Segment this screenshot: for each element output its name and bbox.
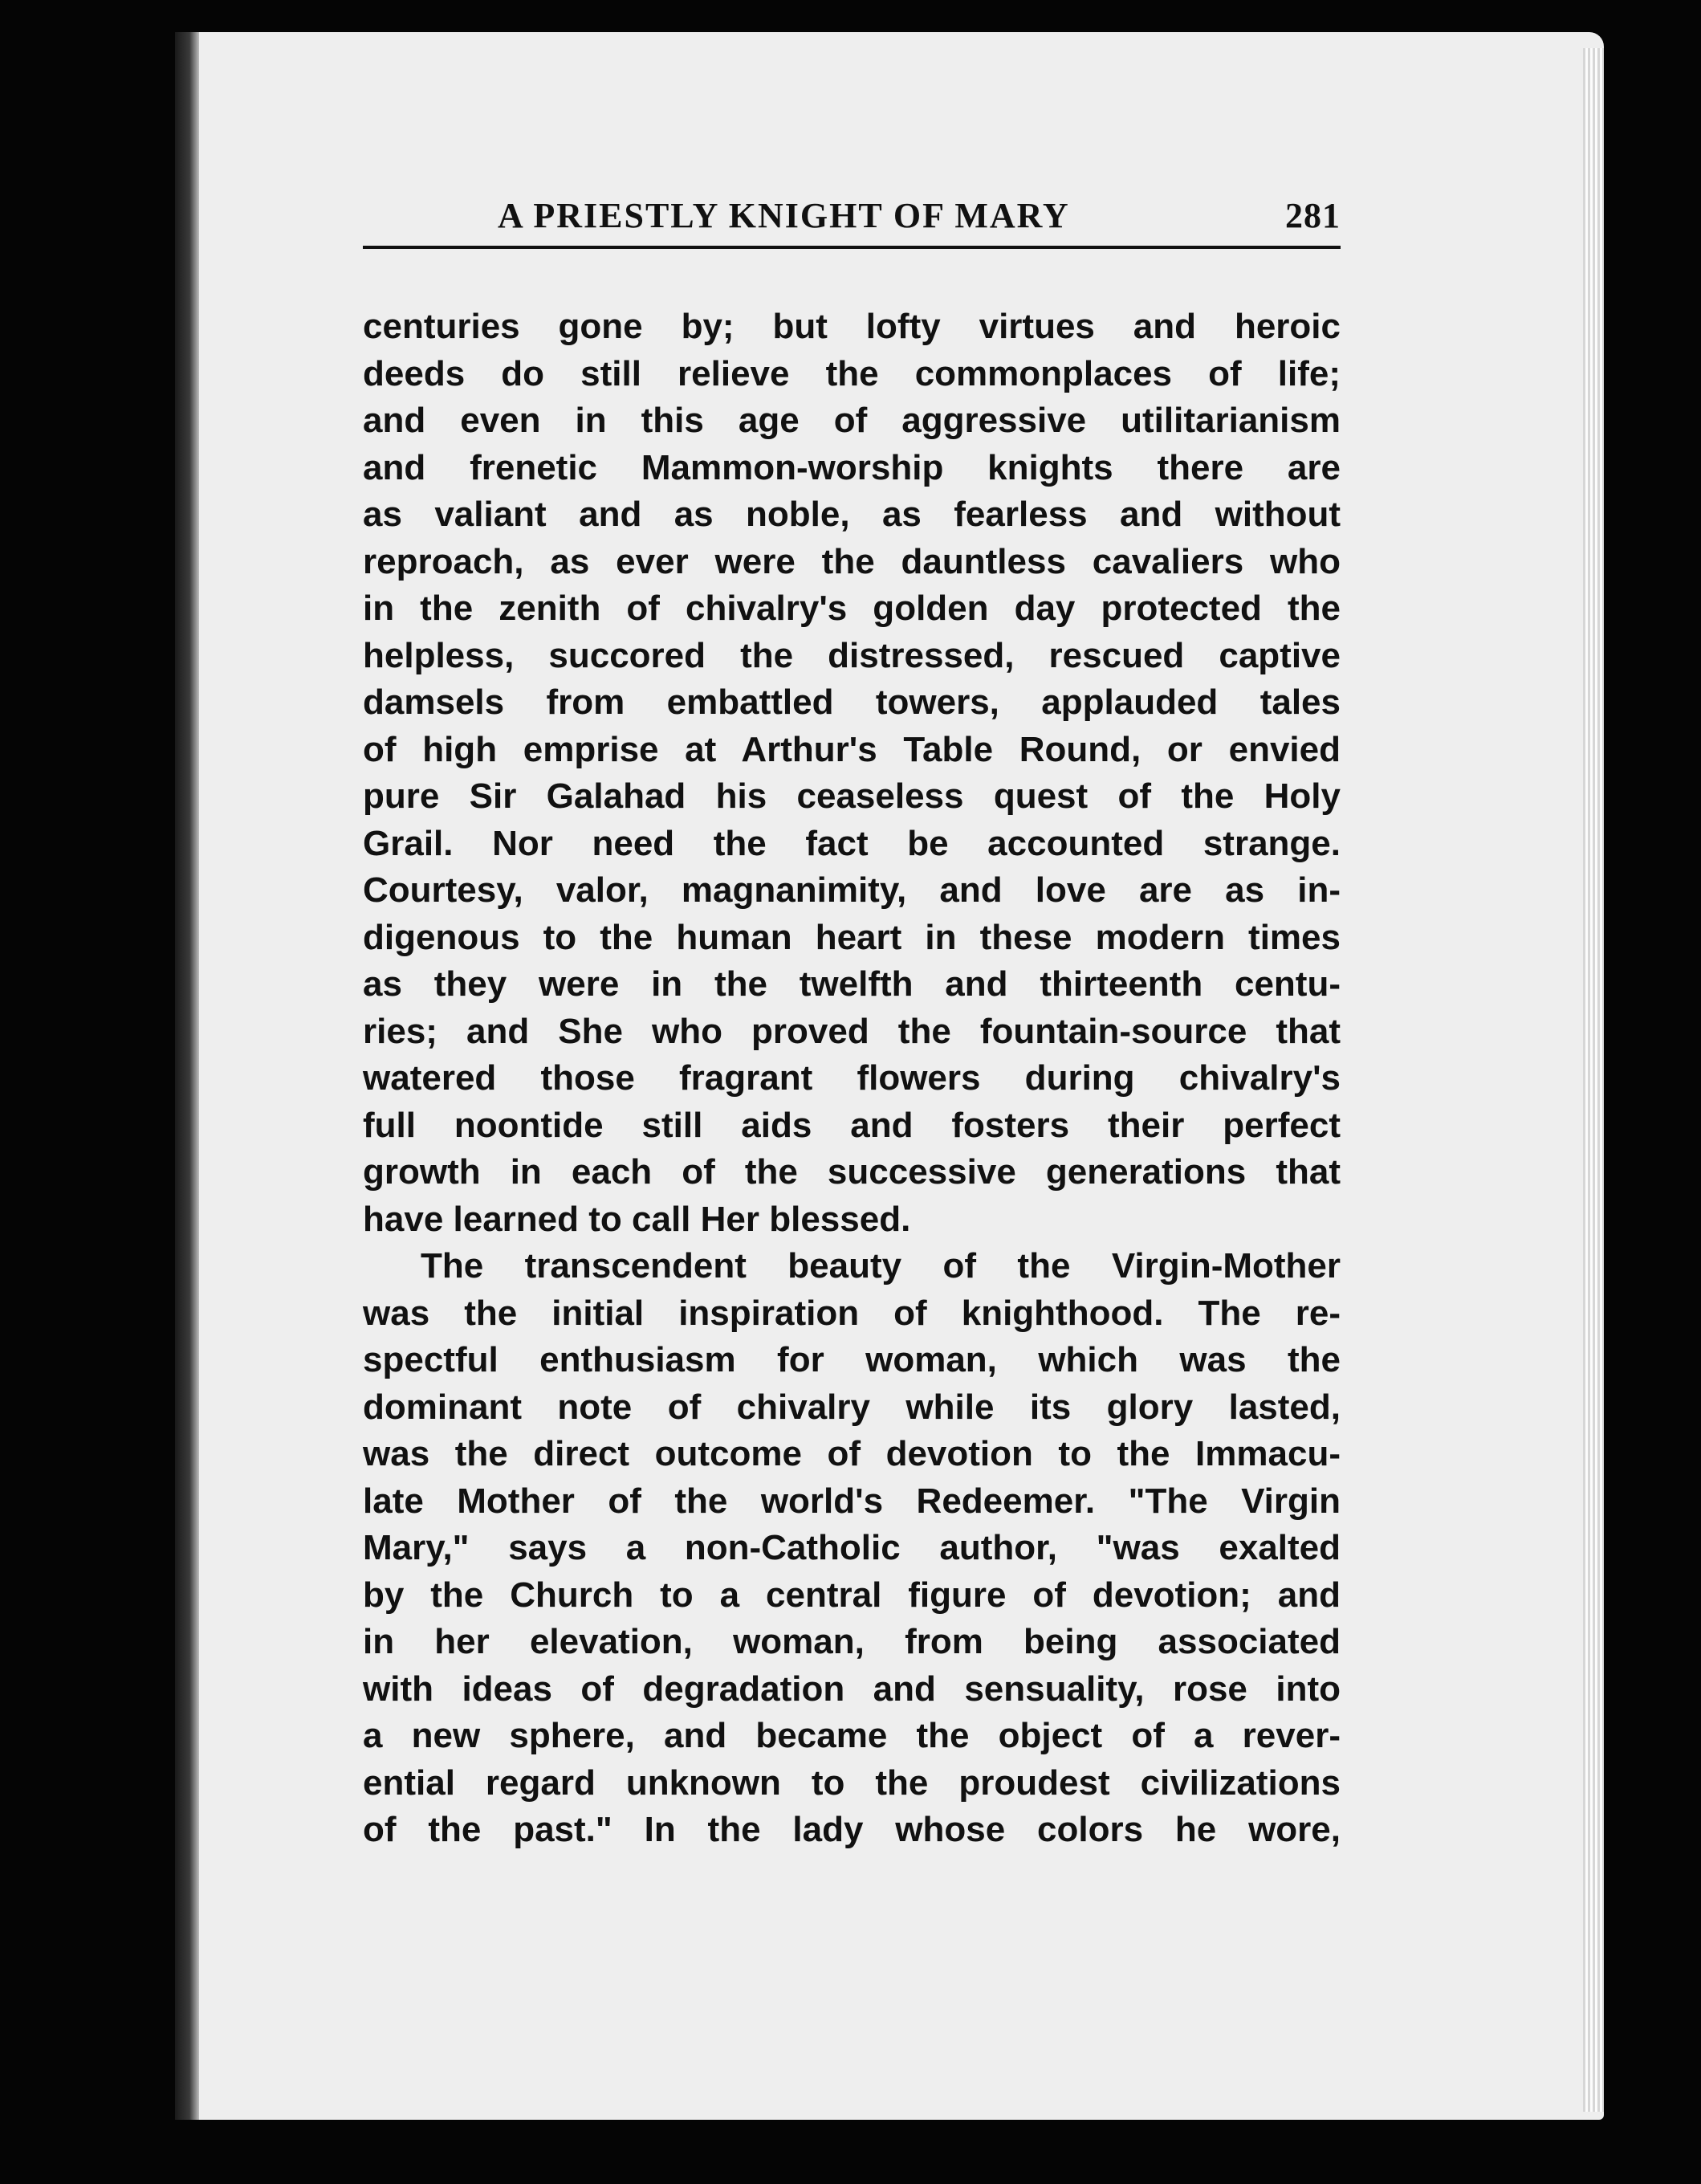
text-line: by the Church to a central figure of devotion; and: [363, 1575, 1341, 1615]
text-line: have learned to call Her blessed.: [363, 1199, 911, 1239]
text-line: full noontide still aids and fosters their perfect: [363, 1105, 1341, 1145]
page-number: 281: [1285, 196, 1341, 235]
text-line: growth in each of the successive generations that: [363, 1152, 1341, 1192]
text-line: spectful enthusiasm for woman, which was the: [363, 1340, 1341, 1379]
text-line: in the zenith of chivalry's golden day protected the: [363, 589, 1341, 628]
text-line: damsels from embattled towers, applauded tales: [363, 682, 1341, 722]
text-line: reproach, as ever were the dauntless cavaliers who: [363, 541, 1341, 581]
text-line: and even in this age of aggressive utilitarianism: [363, 401, 1341, 440]
text-line: pure Sir Galahad his ceaseless quest of the Holy: [363, 776, 1341, 816]
book-binding-edge: [175, 32, 199, 2120]
text-line: centuries gone by; but lofty virtues and heroic: [363, 307, 1341, 346]
text-line: as they were in the twelfth and thirteenth centu-: [363, 964, 1341, 1004]
text-line: as valiant and as noble, as fearless and without: [363, 495, 1341, 534]
running-head: A PRIESTLY KNIGHT OF MARY: [498, 196, 1070, 235]
text-line: watered those fragrant flowers during chivalry's: [363, 1058, 1341, 1098]
text-line: The transcendent beauty of the Virgin-Mother: [421, 1246, 1341, 1286]
text-line: a new sphere, and became the object of a rever-: [363, 1716, 1341, 1755]
text-line: Courtesy, valor, magnanimity, and love are as in-: [363, 870, 1341, 910]
text-line: digenous to the human heart in these modern times: [363, 917, 1341, 957]
text-line: was the initial inspiration of knighthood. The re-: [363, 1293, 1341, 1333]
text-line: of high emprise at Arthur's Table Round, or envied: [363, 729, 1341, 769]
text-line: and frenetic Mammon-worship knights there are: [363, 447, 1341, 487]
text-line: late Mother of the world's Redeemer. "The Virgin: [363, 1481, 1341, 1521]
text-line: was the direct outcome of devotion to the Immacu-: [363, 1434, 1341, 1473]
text-line: with ideas of degradation and sensuality, rose into: [363, 1669, 1341, 1709]
page-header: [363, 193, 1341, 249]
text-line: deeds do still relieve the commonplaces of life;: [363, 353, 1341, 393]
paragraph-2: [363, 1243, 1341, 1854]
text-line: Mary," says a non-Catholic author, "was exalted: [363, 1528, 1341, 1567]
page-stack-edge: [1583, 48, 1604, 2112]
text-line: helpless, succored the distressed, rescued captive: [363, 635, 1341, 675]
text-line: of the past." In the lady whose colors he wore,: [363, 1810, 1341, 1849]
text-line: ential regard unknown to the proudest civilizations: [363, 1762, 1341, 1803]
text-line: in her elevation, woman, from being associated: [363, 1622, 1341, 1661]
paragraph-1: [363, 304, 1341, 1243]
text-line: ries; and She who proved the fountain-source that: [363, 1011, 1341, 1051]
text-line: Grail. Nor need the fact be accounted strange.: [363, 823, 1341, 863]
body-text: [363, 304, 1341, 1854]
text-line: dominant note of chivalry while its glory lasted,: [363, 1387, 1341, 1427]
